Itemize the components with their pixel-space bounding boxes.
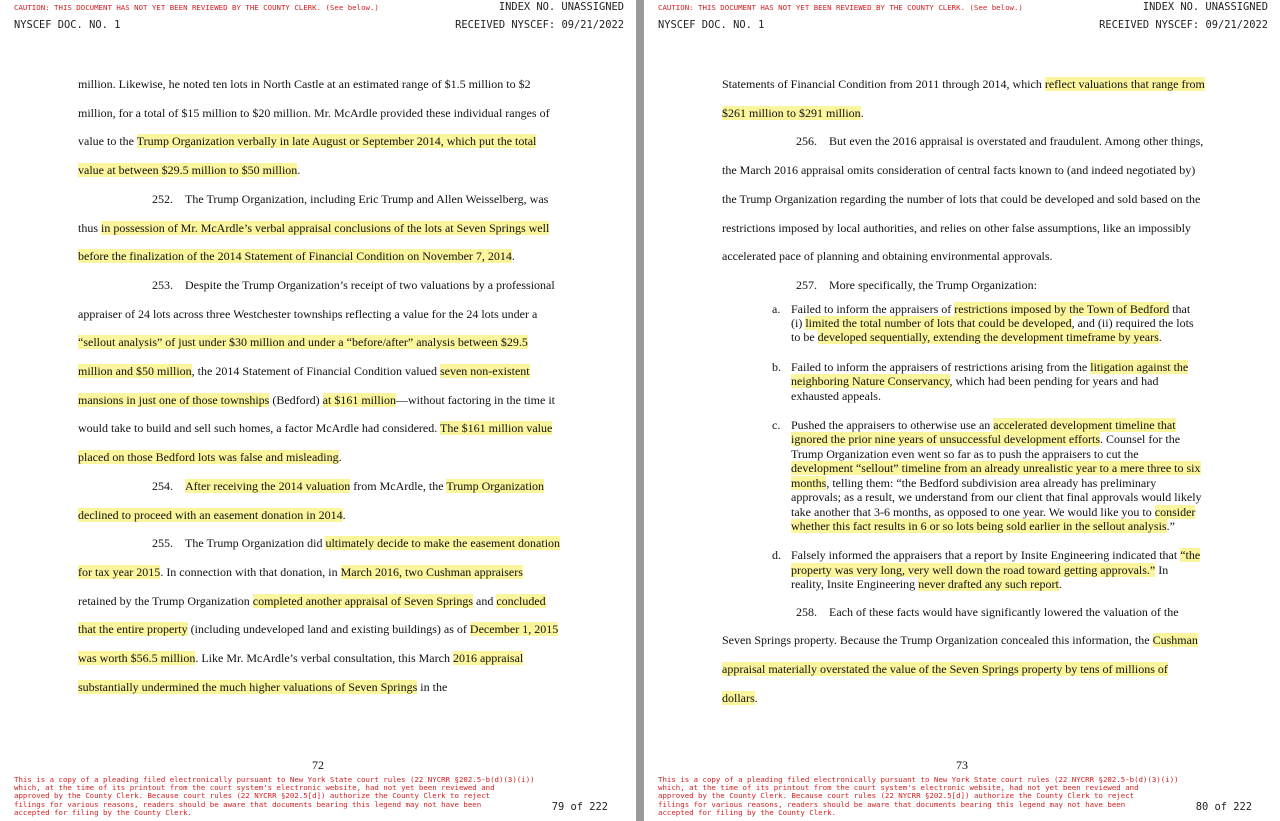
highlight: March 2016, two Cushman appraisers xyxy=(340,564,523,579)
list-item-c: c. Pushed the appraisers to otherwise use an accelerated development timeline that ignored the prior nine years of unsuccessful development efforts. Counsel for the Trump Organization even went so far as to push the appraisers to cut the development “sellout” timeline from an already unrealistic year to a mere three to six months, telling them: “the Bedford subdivision area already has preliminary approvals; as a result, we understand from our client that final approvals would likely take another that 3-6 months, as opposed to one year. We would like you to consider whether this fact results in 6 or so lots being sold earlier in the sellout analysis.” xyxy=(772,418,1202,533)
doc-number: NYSCEF DOC. NO. 1 xyxy=(14,19,121,31)
highlight: developed sequentially, extending the development timeframe by years xyxy=(817,330,1159,345)
paragraph-255: 255. The Trump Organization did ultimately decide to make the easement donation for tax year 2015. In connection with that donation, in March 2016, two Cushman appraisers retained by the Trump Organization completed another appraisal of Seven Springs and concluded that the entire property (including undeveloped land and existing buildings) as of December 1, 2015 was worth $56.5 million. Like Mr. McArdle’s verbal consultation, this March 2016 appraisal substantially undermined the much higher valuations of Seven Springs in the xyxy=(78,536,561,694)
highlight: restrictions imposed by the Town of Bedford xyxy=(954,301,1170,316)
paragraph-252: 252. The Trump Organization, including Eric Trump and Allen Weisselberg, was thus in possession of Mr. McArdle’s verbal appraisal conclusions of the lots at Seven Springs well before the finalization of the 2014 Statement of Financial Condition on November 7, 2014. xyxy=(78,191,550,264)
highlight: 2016 appraisal substantially undermined the much higher valuations of Seven Springs xyxy=(78,651,524,694)
highlight: limited the total number of lots that could be developed xyxy=(805,316,1072,331)
paragraph-256: 256. But even the 2016 appraisal is overstated and fraudulent. Among other things, the March 2016 appraisal omits consideration of central facts known to (and indeed negotiated by) the Trump Organization regarding the number of lots that could be developed and sold based on the restrictions imposed by local authorities, and relies on other false assumptions, like an impossibly accelerated pace of planning and obtaining environmental approvals. xyxy=(722,134,1204,264)
index-number: INDEX NO. UNASSIGNED xyxy=(1142,1,1268,13)
highlight: Trump Organization verbally in late August or September 2014, which put the total value at between $29.5 million to $50 million xyxy=(78,134,537,178)
document-page-left xyxy=(0,0,636,821)
page-body xyxy=(644,70,1280,712)
paragraph-253: 253. Despite the Trump Organization’s receipt of two valuations by a professional appraiser of 24 lots across three Westchester townships reflecting a value for the 24 lots under a “sellout analysis” of just under $30 million and under a “before/after” analysis between $29.5 million and $50 million, the 2014 Statement of Financial Condition valued seven non-existent mansions in just one of those townships (Bedford) at $161 million—without factoring in the time it would take to build and sell such homes, a factor McArdle had considered. The $161 million value placed on those Bedford lots was false and misleading. xyxy=(78,277,555,465)
caution-banner: CAUTION: THIS DOCUMENT HAS NOT YET BEEN REVIEWED BY THE COUNTY CLERK. (See below.) xyxy=(658,3,1023,12)
paragraph-continued: Statements of Financial Condition from 2011 through 2014, which reflect valuations that range from $261 million to $291 million. xyxy=(722,77,1205,120)
highlight: “sellout analysis” of just under $30 million and under a “before/after” analysis between $29.5 million and $50 million xyxy=(78,335,528,379)
highlight: reflect valuations that range from $261 million to $291 million xyxy=(722,77,1205,120)
page-body xyxy=(0,70,636,701)
highlight: completed another appraisal of Seven Springs xyxy=(252,593,474,608)
received-date: RECEIVED NYSCEF: 09/21/2022 xyxy=(455,19,624,31)
list-item-a: a. Failed to inform the appraisers of restrictions imposed by the Town of Bedford that (i) limited the total number of lots that could be developed, and (ii) required the lots to be developed sequentially, extending the development timeframe by years. xyxy=(772,301,1194,345)
highlight: Cushman appraisal materially overstated the value of the Seven Springs property by tens of millions of dollars xyxy=(722,633,1198,705)
highlight: accelerated development timeline that ignored the prior nine years of unsuccessful development efforts xyxy=(791,418,1176,447)
filing-legend: This is a copy of a pleading filed electronically pursuant to New York State court rules (22 NYCRR §202.5-b(d)(3)(i)) which, at the time of its printout from the court system's electronic website, had not yet been reviewed and approved by the County Clerk. Because court rules (22 NYCRR §202.5[d]) authorize the County Clerk to reject filings for various reasons, readers should be aware that documents bearing this legend may not have been accepted for filing by the County Clerk. xyxy=(658,775,1179,817)
page-count: 80 of 222 xyxy=(1195,801,1252,813)
paragraph-254: 254. After receiving the 2014 valuation from McArdle, the Trump Organization declined to proceed with an easement donation in 2014. xyxy=(78,478,545,522)
highlight: litigation against the neighboring Nature Conservancy xyxy=(791,359,1189,389)
paragraph-258: 258. Each of these facts would have significantly lowered the valuation of the Seven Springs property. Because the Trump Organization concealed this information, the Cushman appraisal materially overstated the value of the Seven Springs property by tens of millions of dollars. xyxy=(722,604,1198,705)
document-page-right xyxy=(644,0,1280,821)
highlight: After receiving the 2014 valuation xyxy=(185,478,351,493)
highlight: consider whether this fact results in 6 or so lots being sold earlier in the sellout analysis xyxy=(791,504,1196,533)
page-number: 73 xyxy=(956,758,968,772)
received-date: RECEIVED NYSCEF: 09/21/2022 xyxy=(1099,19,1268,31)
list-item-d: d. Falsely informed the appraisers that a report by Insite Engineering indicated that “the property was very long, very well down the road toward getting approvals.” In reality, Insite Engineering never drafted any such report. xyxy=(772,548,1201,592)
highlight: at $161 million xyxy=(322,392,397,407)
paragraph-continued: million. Likewise, he noted ten lots in North Castle at an estimated range of $1.5 million to $2 million, for a total of $15 million to $20 million. Mr. McArdle provided these individual ranges of value to the Trump Organization verbally in late August or September 2014, which put the total value at between $29.5 million to $50 million. xyxy=(78,77,550,178)
page-count: 79 of 222 xyxy=(551,801,608,813)
highlight: concluded that the entire property xyxy=(78,593,546,637)
highlight: never drafted any such report xyxy=(918,577,1059,592)
index-number: INDEX NO. UNASSIGNED xyxy=(498,1,624,13)
highlight: Trump Organization declined to proceed with an easement donation in 2014 xyxy=(78,478,545,522)
caution-banner: CAUTION: THIS DOCUMENT HAS NOT YET BEEN REVIEWED BY THE COUNTY CLERK. (See below.) xyxy=(14,3,379,12)
highlight: development “sellout” timeline from an already unrealistic year to a mere three to six months xyxy=(791,461,1201,490)
highlight: December 1, 2015 was worth $56.5 million xyxy=(78,622,559,666)
highlight: The $161 million value placed on those Bedford lots was false and misleading xyxy=(78,421,553,465)
highlight: ultimately decide to make the easement donation for tax year 2015 xyxy=(78,536,561,579)
doc-number: NYSCEF DOC. NO. 1 xyxy=(658,19,765,31)
highlight: seven non-existent mansions in just one of those townships xyxy=(78,364,530,407)
highlight: “the property was very long, very well down the road toward getting approvals.” xyxy=(791,548,1201,577)
page-number: 72 xyxy=(312,758,324,772)
highlight: in possession of Mr. McArdle’s verbal appraisal conclusions of the lots at Seven Springs well before the finalization of the 2014 Statement of Financial Condition on November 7, 2014 xyxy=(78,220,550,264)
paragraph-257: 257. More specifically, the Trump Organization: xyxy=(796,277,1037,292)
filing-legend: This is a copy of a pleading filed electronically pursuant to New York State court rules (22 NYCRR §202.5-b(d)(3)(i)) which, at the time of its printout from the court system's electronic website, had not yet been reviewed and approved by the County Clerk. Because court rules (22 NYCRR §202.5[d]) authorize the County Clerk to reject filings for various reasons, readers should be aware that documents bearing this legend may not have been accepted for filing by the County Clerk. xyxy=(14,775,535,817)
list-item-b: b. Failed to inform the appraisers of restrictions arising from the litigation against the neighboring Nature Conservancy, which had been pending for years and had exhausted appeals. xyxy=(772,359,1189,403)
